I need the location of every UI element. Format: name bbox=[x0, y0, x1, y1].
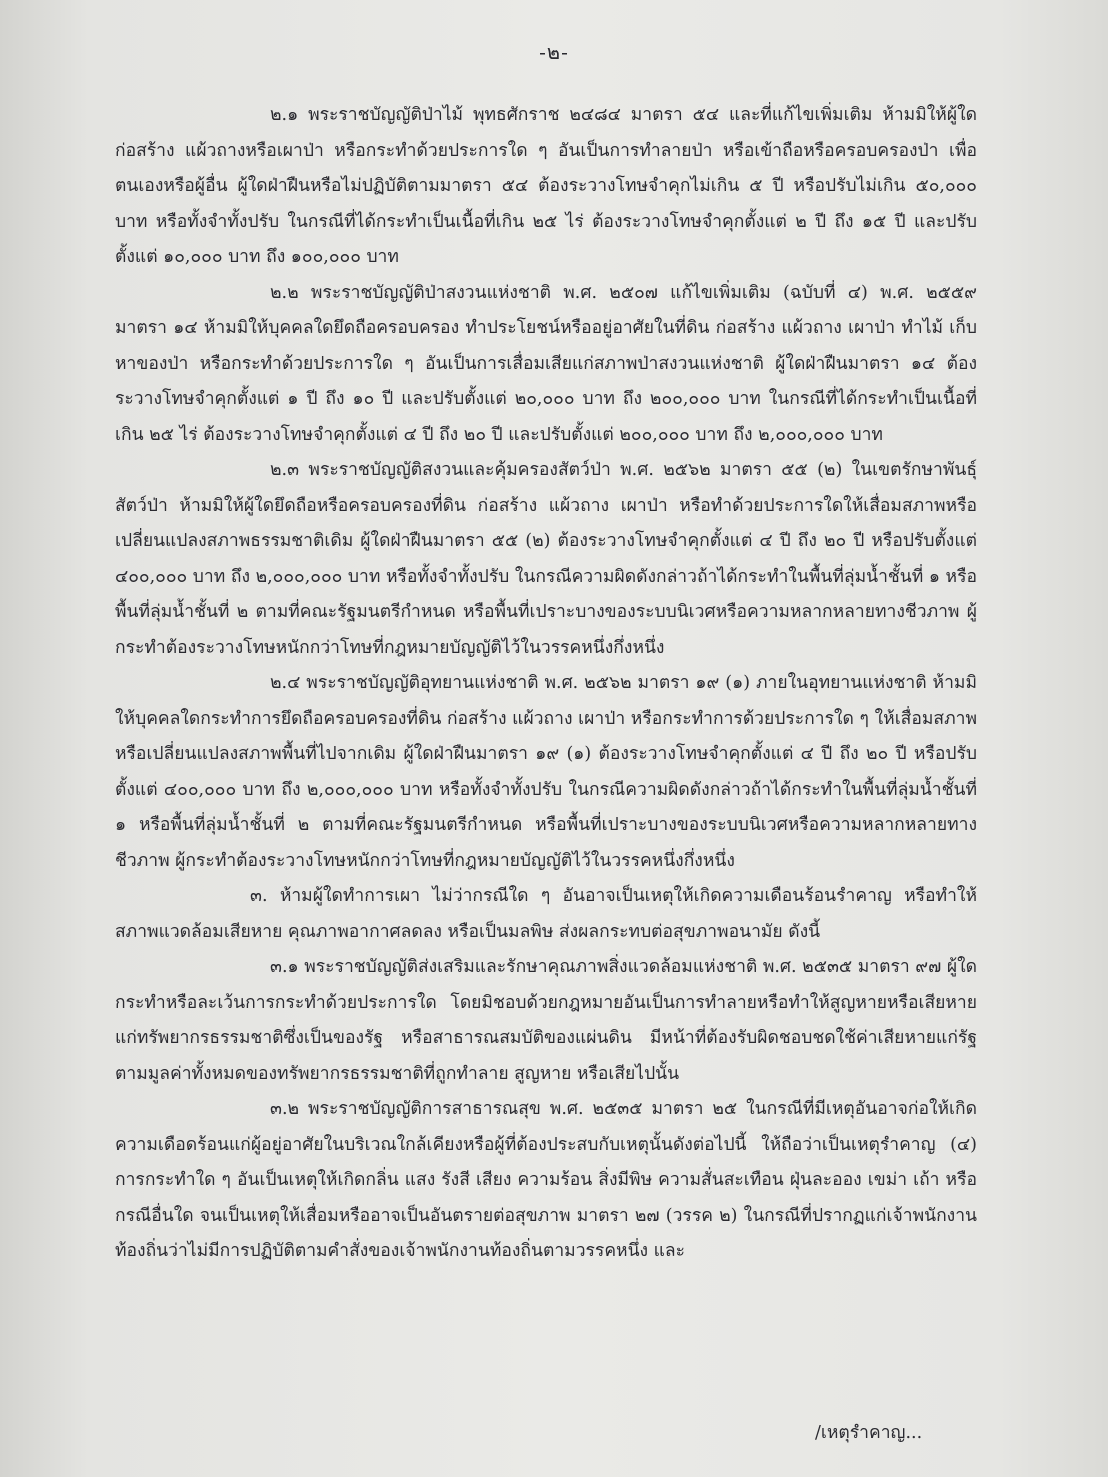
paragraph-2-1: ๒.๑ พระราชบัญญัติป่าไม้ พุทธศักราช ๒๔๘๔ มาตรา ๕๔ และที่แก้ไขเพิ่มเติม ห้ามมิให้ผู้ใดก่อสร้าง แผ้วถางหรือเผาป่า หรือกระทำด้วยประการใด ๆ อันเป็นการทำลายป่า หรือเข้าถือหรือครอบครองป่า เพื่อตนเองหรือผู้อื่น ผู้ใดฝ่าฝืนหรือไม่ปฏิบัติตามมาตรา ๕๔ ต้องระวางโทษจำคุกไม่เกิน ๕ ปี หรือปรับไม่เกิน ๕๐,๐๐๐ บาท หรือทั้งจำทั้งปรับ ในกรณีที่ได้กระทำเป็นเนื้อที่เกิน ๒๕ ไร่ ต้องระวางโทษจำคุกตั้งแต่ ๒ ปี ถึง ๑๕ ปี และปรับตั้งแต่ ๑๐,๐๐๐ บาท ถึง ๑๐๐,๐๐๐ บาท bbox=[115, 105, 977, 267]
paragraph-2-4: ๒.๔ พระราชบัญญัติอุทยานแห่งชาติ พ.ศ. ๒๕๖๒ มาตรา ๑๙ (๑) ภายในอุทยานแห่งชาติ ห้ามมิให้บุคคลใดกระทำการยึดถือครอบครองที่ดิน ก่อสร้าง แผ้วถาง เผาป่า หรือกระทำการด้วยประการใด ๆ ให้เสื่อมสภาพหรือเปลี่ยนแปลงสภาพพื้นที่ไปจากเดิม ผู้ใดฝ่าฝืนมาตรา ๑๙ (๑) ต้องระวางโทษจำคุกตั้งแต่ ๔ ปี ถึง ๒๐ ปี หรือปรับตั้งแต่ ๔๐๐,๐๐๐ บาท ถึง ๒,๐๐๐,๐๐๐ บาท หรือทั้งจำทั้งปรับ ในกรณีความผิดดังกล่าวถ้าได้กระทำในพื้นที่ลุ่มน้ำชั้นที่ ๑ หรือพื้นที่ลุ่มน้ำชั้นที่ ๒ ตามที่คณะรัฐมนตรีกำหนด หรือพื้นที่เปราะบางของระบบนิเวศหรือความหลากหลายทางชีวภาพ ผู้กระทำต้องระวางโทษหนักกว่าโทษที่กฎหมายบัญญัติไว้ในวรรคหนึ่งกึ่งหนึ่ง bbox=[115, 673, 977, 871]
paragraph-2-3: ๒.๓ พระราชบัญญัติสงวนและคุ้มครองสัตว์ป่า พ.ศ. ๒๕๖๒ มาตรา ๕๕ (๒) ในเขตรักษาพันธุ์สัตว์ป่า ห้ามมิให้ผู้ใดยึดถือหรือครอบครองที่ดิน ก่อสร้าง แผ้วถาง เผาป่า หรือทำด้วยประการใดให้เสื่อมสภาพหรือเปลี่ยนแปลงสภาพธรรมชาติเดิม ผู้ใดฝ่าฝืนมาตรา ๕๕ (๒) ต้องระวางโทษจำคุกตั้งแต่ ๔ ปี ถึง ๒๐ ปี หรือปรับตั้งแต่ ๔๐๐,๐๐๐ บาท ถึง ๒,๐๐๐,๐๐๐ บาท หรือทั้งจำทั้งปรับ ในกรณีความผิดดังกล่าวถ้าได้กระทำในพื้นที่ลุ่มน้ำชั้นที่ ๑ หรือพื้นที่ลุ่มน้ำชั้นที่ ๒ ตามที่คณะรัฐมนตรีกำหนด หรือพื้นที่เปราะบางของระบบนิเวศหรือความหลากหลายทางชีวภาพ ผู้กระทำต้องระวางโทษหนักกว่าโทษที่กฎหมายบัญญัติไว้ในวรรคหนึ่งกึ่งหนึ่ง bbox=[115, 460, 977, 658]
page-number: -๒- bbox=[539, 40, 569, 64]
paragraph-2-2: ๒.๒ พระราชบัญญัติป่าสงวนแห่งชาติ พ.ศ. ๒๕๐๗ แก้ไขเพิ่มเติม (ฉบับที่ ๔) พ.ศ. ๒๕๕๙ มาตรา ๑๔ ห้ามมิให้บุคคลใดยึดถือครอบครอง ทำประโยชน์หรืออยู่อาศัยในที่ดิน ก่อสร้าง แผ้วถาง เผาป่า ทำไม้ เก็บหาของป่า หรือกระทำด้วยประการใด ๆ อันเป็นการเสื่อมเสียแก่สภาพป่าสงวนแห่งชาติ ผู้ใดฝ่าฝืนมาตรา ๑๔ ต้องระวางโทษจำคุกตั้งแต่ ๑ ปี ถึง ๑๐ ปี และปรับตั้งแต่ ๒๐,๐๐๐ บาท ถึง ๒๐๐,๐๐๐ บาท ในกรณีที่ได้กระทำเป็นเนื้อที่เกิน ๒๕ ไร่ ต้องระวางโทษจำคุกตั้งแต่ ๔ ปี ถึง ๒๐ ปี และปรับตั้งแต่ ๒๐๐,๐๐๐ บาท ถึง ๒,๐๐๐,๐๐๐ บาท bbox=[115, 282, 977, 445]
paragraph-3-1: ๓.๑ พระราชบัญญัติส่งเสริมและรักษาคุณภาพสิ่งแวดล้อมแห่งชาติ พ.ศ. ๒๕๓๕ มาตรา ๙๗ ผู้ใดกระทำหรือละเว้นการกระทำด้วยประการใด โดยมิชอบด้วยกฎหมายอันเป็นการทำลายหรือทำให้สูญหายหรือเสียหายแก่ทรัพยากรธรรมชาติซึ่งเป็นของรัฐ หรือสาธารณสมบัติของแผ่นดิน มีหน้าที่ต้องรับผิดชอบชดใช้ค่าเสียหายแก่รัฐตามมูลค่าทั้งหมดของทรัพยากรธรรมชาติที่ถูกทำลาย สูญหาย หรือเสียไปนั้น bbox=[115, 957, 977, 1084]
paragraph-3-2: ๓.๒ พระราชบัญญัติการสาธารณสุข พ.ศ. ๒๕๓๕ มาตรา ๒๕ ในกรณีที่มีเหตุอันอาจก่อให้เกิดความเดือดร้อนแก่ผู้อยู่อาศัยในบริเวณใกล้เคียงหรือผู้ที่ต้องประสบกับเหตุนั้นดังต่อไปนี้ ให้ถือว่าเป็นเหตุรำคาญ (๔) การกระทำใด ๆ อันเป็นเหตุให้เกิดกลิ่น แสง รังสี เสียง ความร้อน สิ่งมีพิษ ความสั่นสะเทือน ฝุ่นละออง เขม่า เถ้า หรือกรณีอื่นใด จนเป็นเหตุให้เสื่อมหรืออาจเป็นอันตรายต่อสุขภาพ มาตรา ๒๗ (วรรค ๒) ในกรณีที่ปรากฏแก่เจ้าพนักงานท้องถิ่นว่าไม่มีการปฏิบัติตามคำสั่งของเจ้าพนักงานท้องถิ่นตามวรรคหนึ่ง และ bbox=[115, 1099, 977, 1261]
continuation-marker: /เหตุรำคาญ... bbox=[815, 1423, 923, 1443]
paragraph-3: ๓. ห้ามผู้ใดทำการเผา ไม่ว่ากรณีใด ๆ อันอาจเป็นเหตุให้เกิดความเดือนร้อนรำคาญ หรือทำให้สภาพแวดล้อมเสียหาย คุณภาพอากาศลดลง หรือเป็นมลพิษ ส่งผลกระทบต่อสุขภาพอนามัย ดังนี้ bbox=[115, 886, 977, 942]
document-body bbox=[115, 98, 977, 1270]
